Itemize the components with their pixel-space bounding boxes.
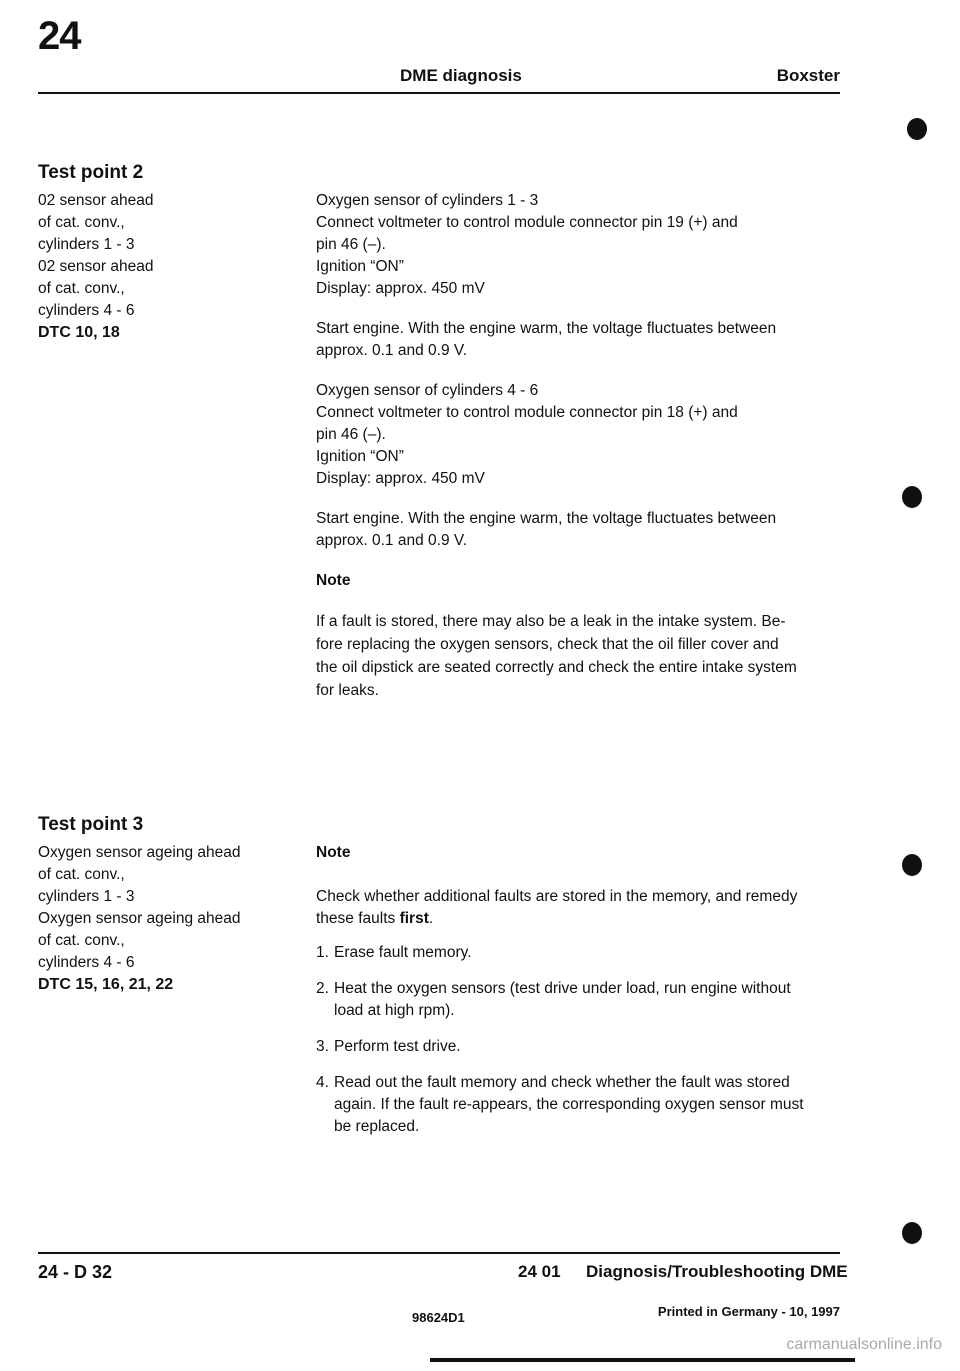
step-item [316, 1072, 826, 1138]
note-label: Note [316, 572, 351, 589]
print-info: Printed in Germany - 10, 1997 [657, 1304, 840, 1319]
footer-rule [38, 1252, 840, 1254]
test-point-3-description [38, 842, 298, 996]
step-line: load at high rpm). [334, 1002, 455, 1019]
note-label: Note [316, 844, 351, 861]
test-point-2-procedure [316, 190, 826, 720]
procedure-line: Start engine. With the engine warm, the voltage fluctuates between [316, 320, 777, 337]
step-line: Erase fault memory. [334, 944, 472, 961]
page-title: DME diagnosis [400, 66, 522, 85]
binder-hole-dot [902, 854, 922, 876]
page-number: 24 - D 32 [38, 1262, 113, 1282]
procedure-line: pin 46 (–). [316, 426, 386, 443]
description-line: cylinders 4 - 6 [38, 302, 135, 319]
procedure-line: Ignition “ON” [316, 448, 404, 465]
procedure-line: approx. 0.1 and 0.9 V. [316, 532, 468, 549]
description-line: cylinders 1 - 3 [38, 236, 135, 253]
step-number: 3. [316, 1038, 329, 1055]
step-line: again. If the fault re-appears, the corresponding oxygen sensor must [334, 1096, 804, 1113]
intro-text: . [428, 910, 434, 927]
intro-emphasis: first [399, 910, 429, 927]
description-line: 02 sensor ahead [38, 258, 154, 275]
note-text [316, 610, 826, 702]
note-line: If a fault is stored, there may also be a leak in the intake system. Be- [316, 613, 786, 630]
procedure-line: Display: approx. 450 mV [316, 280, 485, 297]
step-text [334, 1072, 826, 1138]
step-line: Heat the oxygen sensors (test drive under load, run engine without [334, 980, 791, 997]
binder-hole-dot [907, 118, 927, 140]
description-line: of cat. conv., [38, 866, 125, 883]
procedure-line: pin 46 (–). [316, 236, 386, 253]
procedure-block-1-result [316, 318, 826, 362]
procedure-line: Start engine. With the engine warm, the voltage fluctuates between [316, 510, 777, 527]
procedure-line: Connect voltmeter to control module connector pin 19 (+) and [316, 214, 738, 231]
step-line: be replaced. [334, 1118, 420, 1135]
intro-text: these faults [316, 910, 400, 927]
model-name: Boxster [776, 66, 840, 85]
test-point-3-procedure [316, 842, 826, 1152]
watermark: carmanualsonline.info [786, 1336, 942, 1353]
test-point-2-description [38, 190, 298, 344]
group-code: 24 01 [518, 1262, 561, 1281]
procedure-block-2-result [316, 508, 826, 552]
procedure-line: approx. 0.1 and 0.9 V. [316, 342, 468, 359]
step-text [334, 942, 826, 964]
section-title: Diagnosis/Troubleshooting DME [586, 1262, 848, 1281]
description-line: cylinders 1 - 3 [38, 888, 135, 905]
intro-line [316, 908, 826, 930]
step-text [334, 1036, 826, 1058]
description-line: 02 sensor ahead [38, 192, 154, 209]
binder-hole-dot [902, 486, 922, 508]
step-item [316, 942, 826, 964]
procedure-line: Oxygen sensor of cylinders 4 - 6 [316, 382, 539, 399]
description-line: Oxygen sensor ageing ahead [38, 844, 241, 861]
description-line: of cat. conv., [38, 214, 125, 231]
step-item [316, 978, 826, 1022]
section-number: 24 [38, 14, 81, 58]
step-line: Perform test drive. [334, 1038, 461, 1055]
description-line: of cat. conv., [38, 280, 125, 297]
procedure-line: Ignition “ON” [316, 258, 404, 275]
intro-line: Check whether additional faults are stored in the memory, and remedy [316, 888, 798, 905]
dtc-codes: DTC 15, 16, 21, 22 [38, 976, 174, 993]
step-number: 4. [316, 1074, 329, 1091]
bottom-rule [430, 1358, 855, 1362]
procedure-line: Display: approx. 450 mV [316, 470, 485, 487]
test-point-3-heading: Test point 3 [38, 814, 144, 835]
procedure-line: Oxygen sensor of cylinders 1 - 3 [316, 192, 539, 209]
procedure-line: Connect voltmeter to control module connector pin 18 (+) and [316, 404, 738, 421]
description-line: of cat. conv., [38, 932, 125, 949]
header-rule [38, 92, 840, 94]
step-text [334, 978, 826, 1022]
note-line: for leaks. [316, 682, 379, 699]
note-line: fore replacing the oxygen sensors, check that the oil filler cover and [316, 636, 779, 653]
note-line: the oil dipstick are seated correctly and check the entire intake system [316, 659, 797, 676]
description-line: cylinders 4 - 6 [38, 954, 135, 971]
procedure-block-1 [316, 190, 826, 300]
procedure-block-2 [316, 380, 826, 490]
test-point-2-heading: Test point 2 [38, 162, 144, 183]
dtc-codes: DTC 10, 18 [38, 324, 120, 341]
document-number: 98624D1 [412, 1310, 465, 1325]
step-number: 1. [316, 944, 329, 961]
description-line: Oxygen sensor ageing ahead [38, 910, 241, 927]
step-number: 2. [316, 980, 329, 997]
binder-hole-dot [902, 1222, 922, 1244]
note-intro [316, 886, 826, 930]
step-line: Read out the fault memory and check whether the fault was stored [334, 1074, 790, 1091]
step-item [316, 1036, 826, 1058]
